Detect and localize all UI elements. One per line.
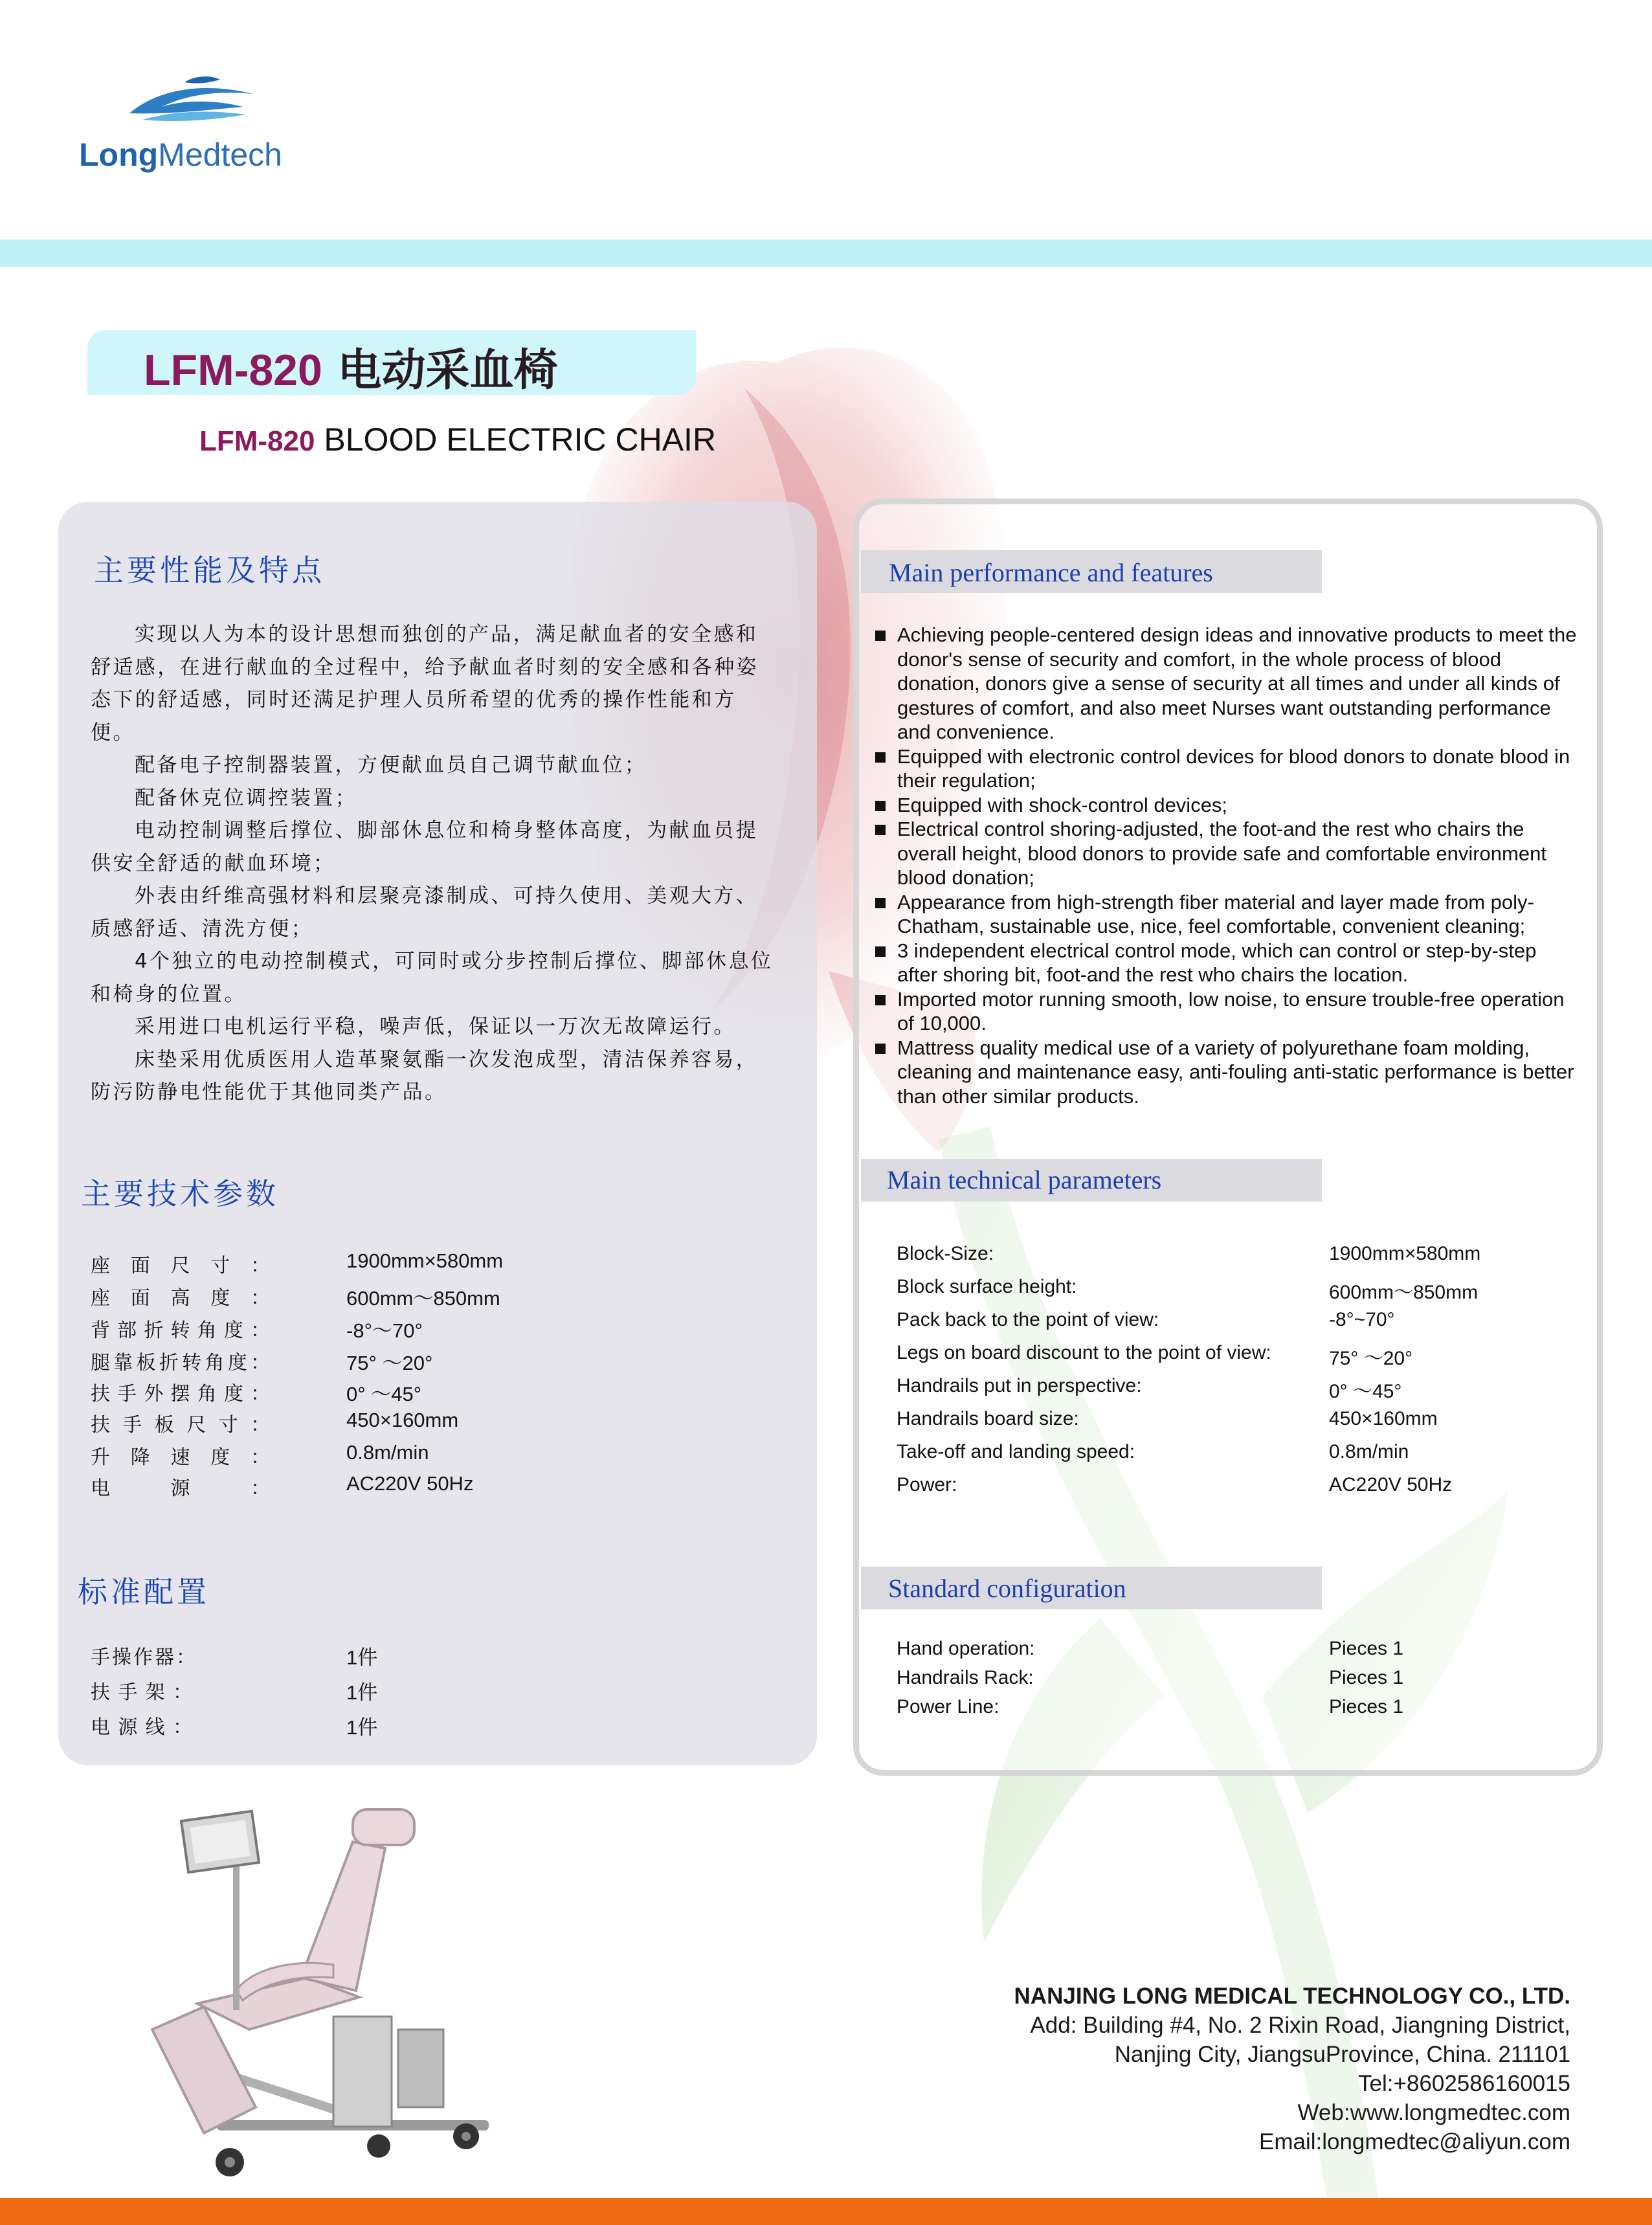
cn-config-heading: 标准配置	[78, 1574, 210, 1609]
en-feature-item: Appearance from high-strength fiber material and layer made from poly-Chatham, sustainable use, nice, feel comfortable, convenient cleaning;	[875, 890, 1581, 939]
bullet-square-icon	[875, 946, 886, 957]
cn-specs-table: 座面尺寸： 1900mm×580mm 座面高度： 600mm～850mm 背部折转角度： -8°～70° 腿靠板折转角度： 75° ～20° 扶手外摆角度： 0° ～45° 扶手板尺寸： 450×160mm 升降速度： 0.8m/min 电源： AC220V 50Hz	[91, 1249, 504, 1500]
en-tech-heading: Main technical parameters	[887, 1165, 1162, 1194]
top-accent-band	[0, 240, 1652, 267]
bullet-square-icon	[875, 898, 886, 908]
bullet-square-icon	[875, 752, 886, 763]
cn-features-text	[91, 618, 777, 1109]
en-spec-row: Handrails board size: 450×160mm	[897, 1408, 1438, 1429]
bullet-square-icon	[875, 1044, 886, 1054]
cn-feature-paragraph: 4个独立的电动控制模式，可同时或分步控制后撑位、脚部休息位和椅身的位置。	[91, 950, 774, 1006]
en-spec-row: Pack back to the point of view: -8°~70°	[897, 1309, 1395, 1330]
cn-features-heading: 主要性能及特点	[94, 553, 325, 588]
en-feature-item: Electrical control shoring-adjusted, the foot-and the rest who chairs the overall height, blood donors to provide safe and comfortable environment blood donation;	[875, 817, 1581, 890]
cn-feature-paragraph: 床垫采用优质医用人造革聚氨酯一次发泡成型，清洁保养容易，防污防静电性能优于其他同类产品。	[91, 1047, 759, 1104]
en-features-list	[875, 623, 1581, 1108]
en-config-row: Power Line: Pieces 1	[897, 1696, 1404, 1717]
cn-feature-paragraph: 配备电子控制器装置，方便献血员自己调节献血位；	[135, 754, 647, 777]
page-title-en: LFM-820 BLOOD ELECTRIC CHAIR	[199, 421, 717, 458]
logo-wordmark: LongMedtech	[79, 137, 282, 173]
company-tel: Tel:+8602586160015	[1358, 2071, 1570, 2096]
blood-chair-illustration	[139, 1783, 541, 2185]
bullet-square-icon	[875, 801, 886, 811]
en-feature-item: Achieving people-centered design ideas and innovative products to meet the donor's sense of security and comfort, in the whole process of blood donation, donors give a sense of security at all times and under all kinds of gestures of comfort, and also meet Nurses want outstanding performance and convenience.	[875, 623, 1581, 744]
en-feature-item: Imported motor running smooth, low noise, to ensure trouble-free operation of 10,000.	[875, 987, 1581, 1036]
en-specs-table	[897, 1243, 1576, 1502]
en-config-heading: Standard configuration	[888, 1574, 1126, 1603]
cn-specs-heading: 主要技术参数	[81, 1176, 279, 1211]
bullet-square-icon	[875, 995, 886, 1005]
en-config-row: Hand operation: Pieces 1	[897, 1638, 1404, 1659]
en-spec-row: Handrails put in perspective: 0° ～45°	[897, 1375, 1402, 1402]
company-name: NANJING LONG MEDICAL TECHNOLOGY CO., LTD.	[1014, 1984, 1570, 2009]
bird-logo-icon	[123, 74, 265, 136]
cn-feature-paragraph: 采用进口电机运行平稳，噪声低，保证以一万次无故障运行。	[135, 1015, 736, 1038]
company-email: Email:longmedtec@aliyun.com	[1258, 2129, 1570, 2154]
cn-config-table: 手操作器： 1件 扶手架： 1件 电源线： 1件	[91, 1646, 378, 1739]
company-web: Web:www.longmedtec.com	[1297, 2100, 1570, 2125]
en-spec-row: Power: AC220V 50Hz	[897, 1474, 1453, 1495]
en-feature-item: Equipped with electronic control devices for blood donors to donate blood in their regulation;	[875, 744, 1581, 793]
en-feature-item: 3 independent electrical control mode, which can control or step-by-step after shoring bit, foot-and the rest who chairs the location.	[875, 939, 1581, 987]
en-spec-row: Block-Size: 1900mm×580mm	[897, 1243, 1481, 1264]
en-config-table	[897, 1638, 1576, 1728]
company-info	[1014, 1982, 1570, 2156]
cn-feature-paragraph: 电动控制调整后撑位、脚部休息位和椅身整体高度，为献血员提供安全舒适的献血环境；	[91, 819, 759, 875]
cn-feature-paragraph: 外表由纤维高强材料和层聚亮漆制成、可持久使用、美观大方、质感舒适、清洗方便；	[91, 884, 759, 941]
en-features-heading: Main performance and features	[889, 558, 1213, 587]
cn-feature-paragraph: 配备休克位调控装置；	[135, 786, 357, 810]
company-address-line-2: Nanjing City, JiangsuProvince, China. 211101	[1114, 2042, 1570, 2067]
page-title-cn: LFM-820 电动采血椅	[144, 345, 558, 396]
en-feature-item: Mattress quality medical use of a variety of polyurethane foam molding, cleaning and maintenance easy, anti-fouling anti-static performance is better than other similar products.	[875, 1036, 1581, 1109]
en-config-row: Handrails Rack: Pieces 1	[897, 1667, 1404, 1688]
bullet-square-icon	[875, 825, 886, 835]
company-logo	[71, 71, 330, 188]
bullet-square-icon	[875, 631, 886, 641]
company-address-line-1: Add: Building #4, No. 2 Rixin Road, Jiangning District,	[1030, 2013, 1570, 2038]
en-spec-row: Legs on board discount to the point of view: 75° ～20°	[897, 1342, 1413, 1369]
cn-feature-paragraph: 实现以人为本的设计思想而独创的产品，满足献血者的安全感和舒适感，在进行献血的全过程中，给予献血者时刻的安全感和各种姿态下的舒适感，同时还满足护理人员所希望的优秀的操作性能和方便。	[91, 623, 759, 744]
bottom-accent-band	[0, 2198, 1652, 2225]
en-spec-row: Block surface height: 600mm～850mm	[897, 1276, 1479, 1303]
en-feature-item: Equipped with shock-control devices;	[875, 793, 1581, 818]
en-spec-row: Take-off and landing speed: 0.8m/min	[897, 1441, 1409, 1462]
